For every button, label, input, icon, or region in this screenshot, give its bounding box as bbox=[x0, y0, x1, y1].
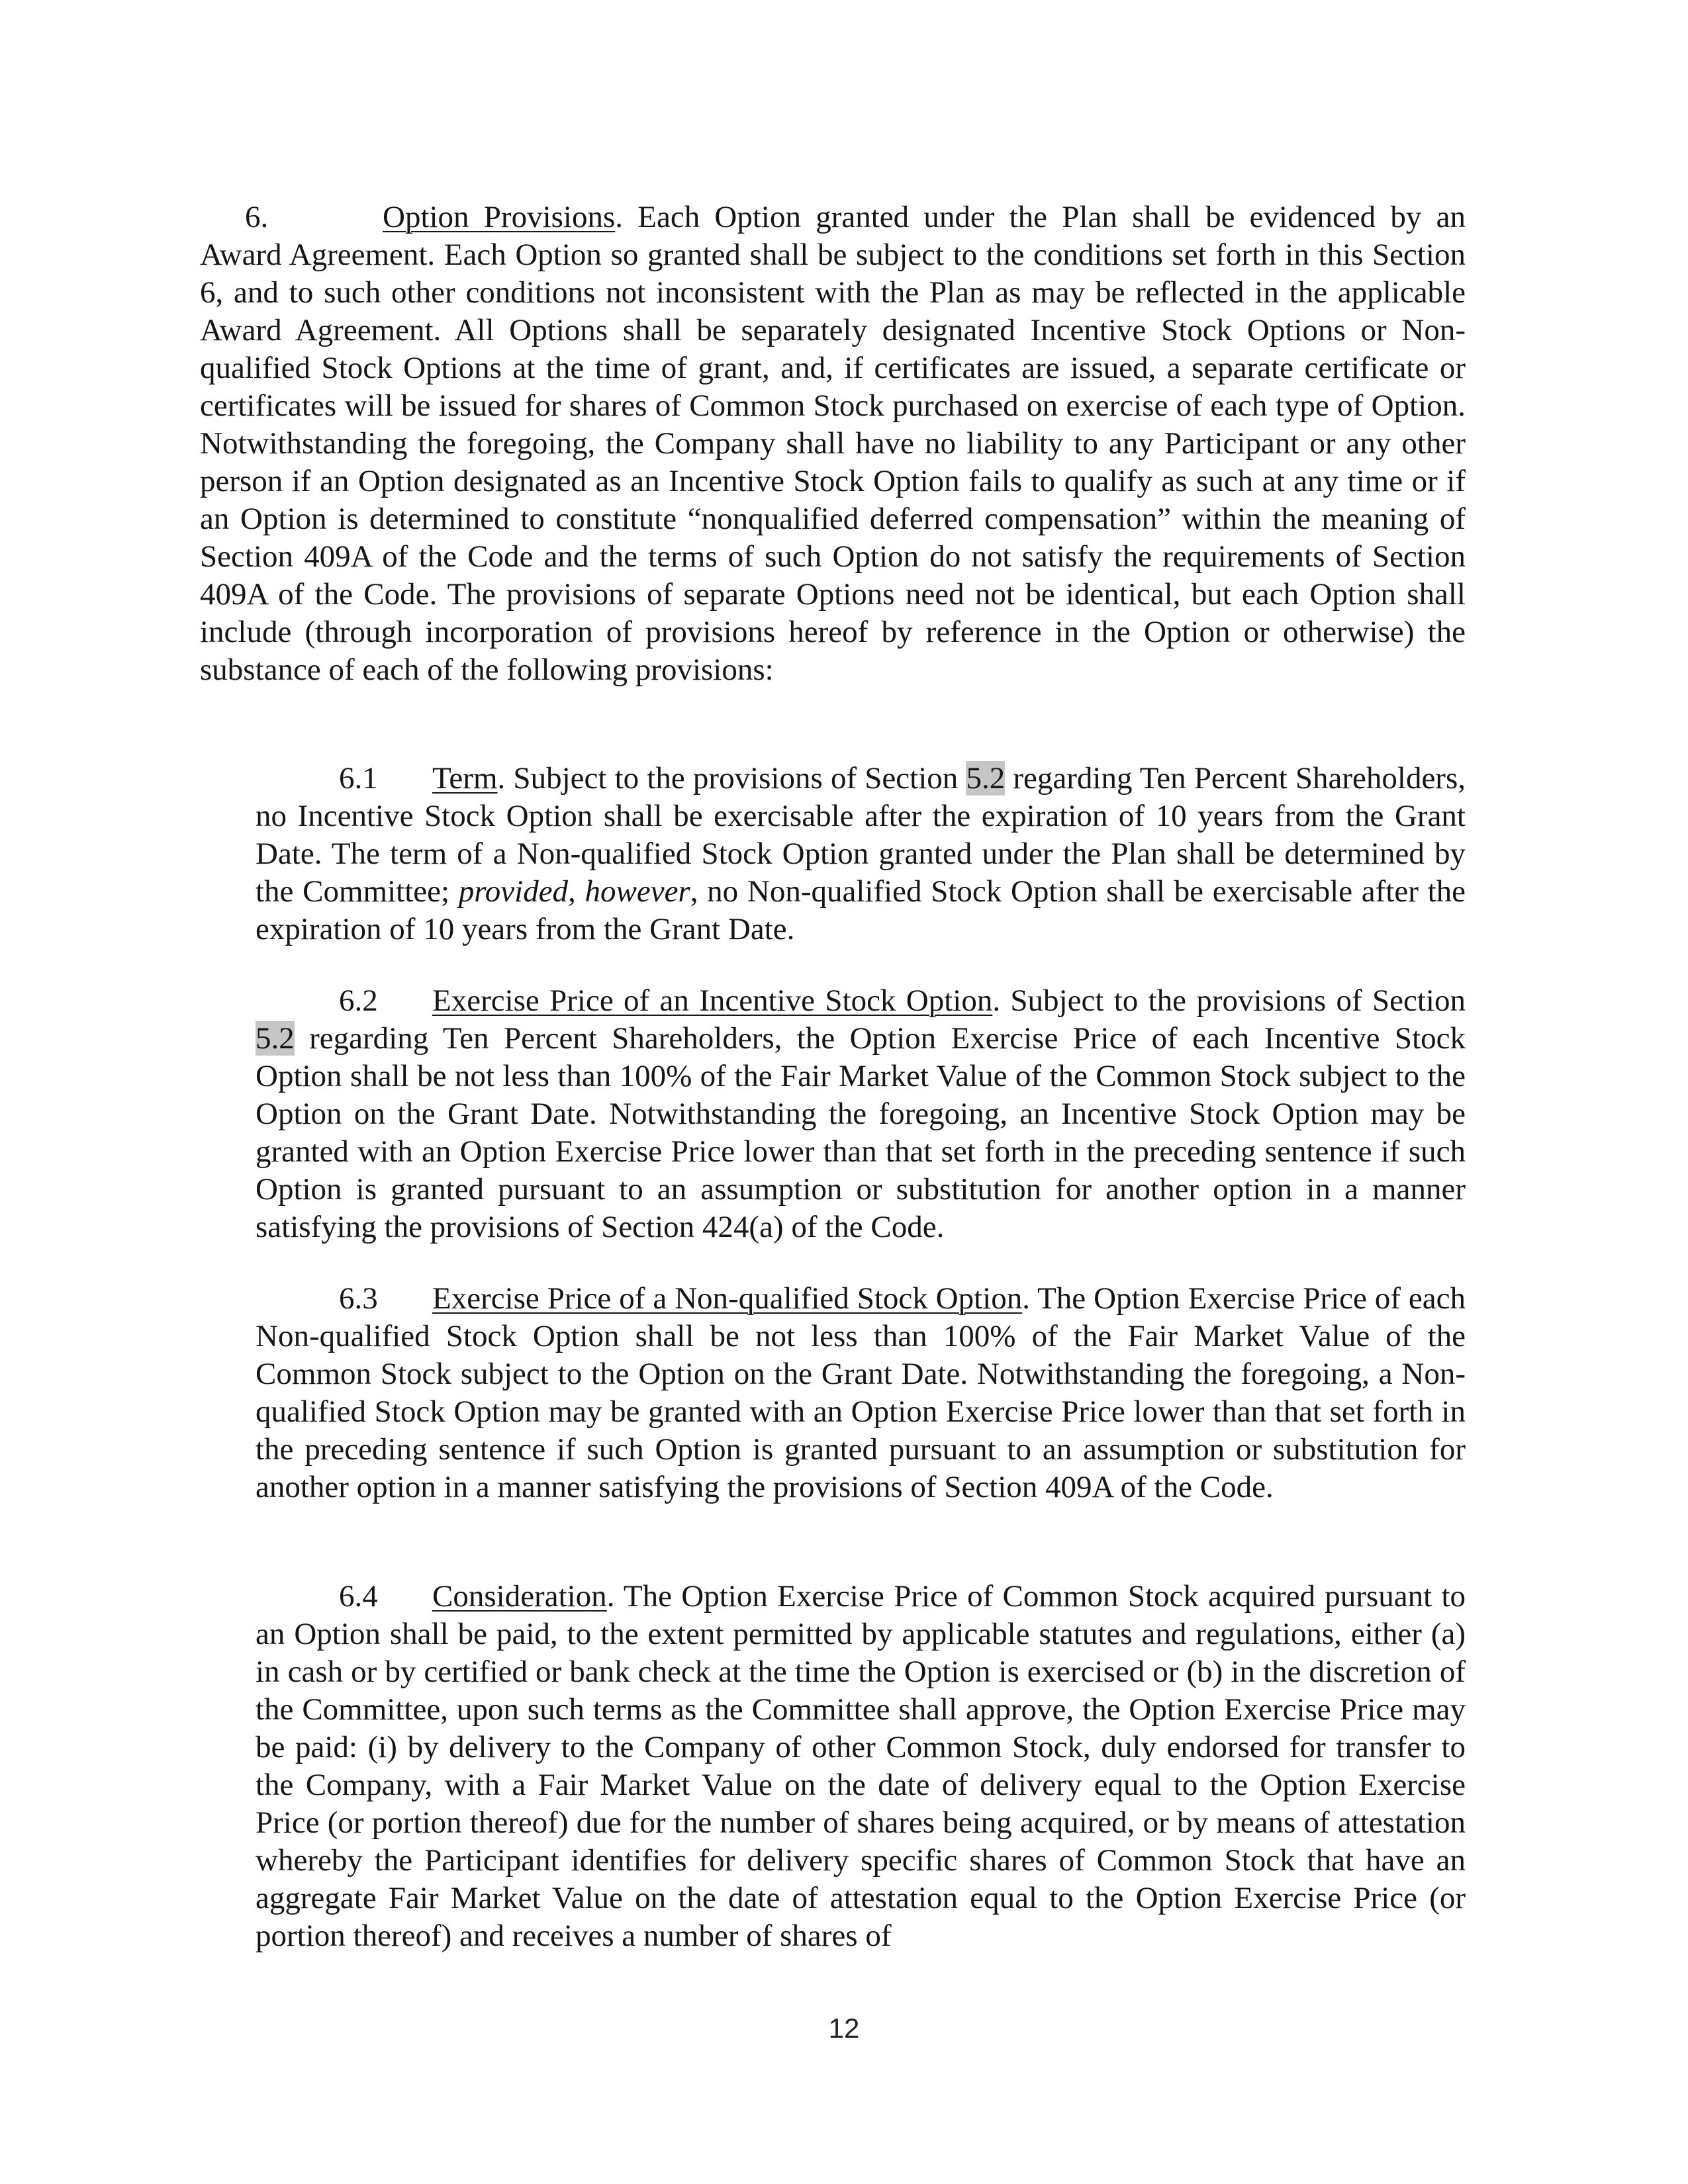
section-body: . Each Option granted under the Plan shall be evidenced by an Award Agreement. Each Option so granted shall be subject to the conditions set forth in this Section 6, and to such other conditions not inconsistent with the Plan as may be reflected in the applicable Award Agreement. All Options shall be separately designated Incentive Stock Options or Non-qualified Stock Options at the time of grant, and, if certificates are issued, a separate certificate or certificates will be issued for shares of Common Stock purchased on exercise of each type of Option. Notwithstanding the foregoing, the Company shall have no liability to any Participant or any other person if an Option designated as an Incentive Stock Option fails to qualify as such at any time or if an Option is determined to constitute “nonqualified deferred compensation” within the meaning of Section 409A of the Code and the terms of such Option do not satisfy the requirements of Section 409A of the Code. The provisions of separate Options need not be identical, but each Option shall include (through incorporation of provisions hereof by reference in the Option or otherwise) the substance of each of the following provisions: bbox=[200, 200, 1466, 687]
section-6-4 bbox=[256, 1578, 1466, 1955]
section-number: 6.3 bbox=[339, 1281, 378, 1316]
section-6-1 bbox=[256, 760, 1466, 948]
section-heading: Exercise Price of an Incentive Stock Option bbox=[432, 983, 993, 1018]
section-body-part: regarding Ten Percent Shareholders, no Incentive Stock Option shall be exercisable after the expiration of 10 years from the Grant Date. The term of a Non-qualified Stock Option granted under the Plan shall be determined by the Committee; bbox=[256, 761, 1466, 909]
section-body-part: regarding Ten Percent Shareholders, the Option Exercise Price of each Incentive Stock Option shall be not less than 100% of the Fair Market Value of the Common Stock subject to the Option on the Grant Date. Notwithstanding the foregoing, an Incentive Stock Option may be granted with an Option Exercise Price lower than that set forth in the preceding sentence if such Option is granted pursuant to an assumption or substitution for another option in a manner satisfying the provisions of Section 424(a) of the Code. bbox=[256, 1021, 1466, 1244]
section-emphasis: provided, however bbox=[458, 874, 690, 909]
section-6-2 bbox=[256, 982, 1466, 1246]
section-number: 6.4 bbox=[339, 1579, 378, 1614]
section-6-3-paragraph bbox=[256, 1280, 1466, 1506]
section-heading: Consideration bbox=[432, 1579, 607, 1614]
section-body-part: . Subject to the provisions of Section bbox=[497, 761, 966, 796]
section-6-4-paragraph bbox=[256, 1578, 1466, 1955]
section-reference-link[interactable]: 5.2 bbox=[966, 761, 1006, 796]
section-number: 6. bbox=[245, 200, 269, 234]
section-heading: Option Provisions bbox=[383, 200, 616, 234]
section-body-part: , no Non-qualified Stock Option shall be exercisable after the expiration of 10 years from the Grant Date. bbox=[256, 874, 1466, 946]
section-6-2-paragraph bbox=[256, 982, 1466, 1246]
section-body: . The Option Exercise Price of each Non-qualified Stock Option shall be not less than 100% of the Fair Market Value of the Common Stock subject to the Option on the Grant Date. Notwithstanding the foregoing, a Non-qualified Stock Option may be granted with an Option Exercise Price lower than that set forth in the preceding sentence if such Option is granted pursuant to an assumption or substitution for another option in a manner satisfying the provisions of Section 409A of the Code. bbox=[256, 1281, 1466, 1504]
section-number: 6.2 bbox=[339, 983, 378, 1018]
section-heading: Exercise Price of a Non-qualified Stock Option bbox=[432, 1281, 1023, 1316]
section-heading: Term bbox=[432, 761, 498, 796]
page-number: 12 bbox=[828, 2013, 860, 2044]
section-6-paragraph bbox=[200, 199, 1466, 689]
section-6-1-paragraph bbox=[256, 760, 1466, 948]
section-6 bbox=[200, 199, 1466, 689]
section-body-part: . Subject to the provisions of Section bbox=[992, 983, 1466, 1018]
section-reference-link[interactable]: 5.2 bbox=[256, 1021, 295, 1056]
section-number: 6.1 bbox=[339, 761, 378, 796]
section-6-3 bbox=[256, 1280, 1466, 1506]
section-body: . The Option Exercise Price of Common Stock acquired pursuant to an Option shall be paid, to the extent permitted by applicable statutes and regulations, either (a) in cash or by certified or bank check at the time the Option is exercised or (b) in the discretion of the Committee, upon such terms as the Committee shall approve, the Option Exercise Price may be paid: (i) by delivery to the Company of other Common Stock, duly endorsed for transfer to the Company, with a Fair Market Value on the date of delivery equal to the Option Exercise Price (or portion thereof) due for the number of shares being acquired, or by means of attestation whereby the Participant identifies for delivery specific shares of Common Stock that have an aggregate Fair Market Value on the date of attestation equal to the Option Exercise Price (or portion thereof) and receives a number of shares of bbox=[256, 1579, 1466, 1953]
